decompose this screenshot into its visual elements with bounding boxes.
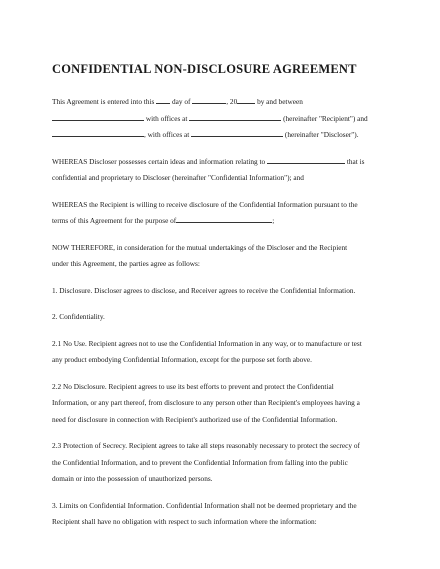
section-2-1-no-use: 2.1 No Use. Recipient agrees not to use the Confidential Information in any way, or to manufacture or test any product embodying Confidential Information, except for the purpose set forth above. [52, 338, 362, 364]
recipient-name-blank[interactable] [52, 112, 144, 121]
intro-paragraph: This Agreement is entered into this day of , 20 by and between with offices at (hereinafter "Recipient") and , with offices at (hereinafter "Discloser"). [52, 97, 368, 139]
day-blank[interactable] [156, 95, 170, 104]
subject-blank[interactable] [267, 155, 345, 164]
now-therefore-paragraph: NOW THEREFORE, in consideration for the mutual undertakings of the Discloser and the Recipient under this Agreement, the parties agree as follows: [52, 242, 348, 268]
discloser-name-blank[interactable] [52, 128, 144, 137]
section-2-2-no-disclosure: 2.2 No Disclosure. Recipient agrees to use its best efforts to prevent and protect the Confidential Information, or any part thereof, from disclosure to any person other than Recipient's employees having a need for disclosure in connection with Recipient's authorized use of the Confidential Information. [52, 381, 360, 424]
section-3-limits: 3. Limits on Confidential Information. Confidential Information shall not be deemed proprietary and the Recipient shall have no obligation with respect to such information where the information: [52, 500, 357, 526]
discloser-address-blank[interactable] [191, 128, 283, 137]
month-blank[interactable] [192, 95, 226, 104]
whereas-paragraph-2: WHEREAS the Recipient is willing to receive disclosure of the Confidential Information pursuant to the terms of this Agreement for the purpose of ; [52, 199, 358, 225]
year-blank[interactable] [237, 95, 255, 104]
section-1-disclosure: 1. Disclosure. Discloser agrees to disclose, and Receiver agrees to receive the Confidential Information. [52, 285, 356, 295]
section-2-confidentiality: 2. Confidentiality. [52, 312, 105, 321]
document-title: CONFIDENTIAL NON-DISCLOSURE AGREEMENT [52, 62, 357, 76]
section-2-3-protection-of-secrecy: 2.3 Protection of Secrecy. Recipient agrees to take all steps reasonably necessary to protect the secrecy of the Confidential Information, and to prevent the Confidential Information from falling into the public domain or into the possession of unauthorized persons. [52, 441, 360, 483]
purpose-blank[interactable] [176, 214, 272, 223]
recipient-address-blank[interactable] [189, 112, 281, 121]
whereas-paragraph-1: WHEREAS Discloser possesses certain ideas and information relating to that is confidential and proprietary to Discloser (hereinafter "Confidential Information"); and [52, 156, 365, 182]
